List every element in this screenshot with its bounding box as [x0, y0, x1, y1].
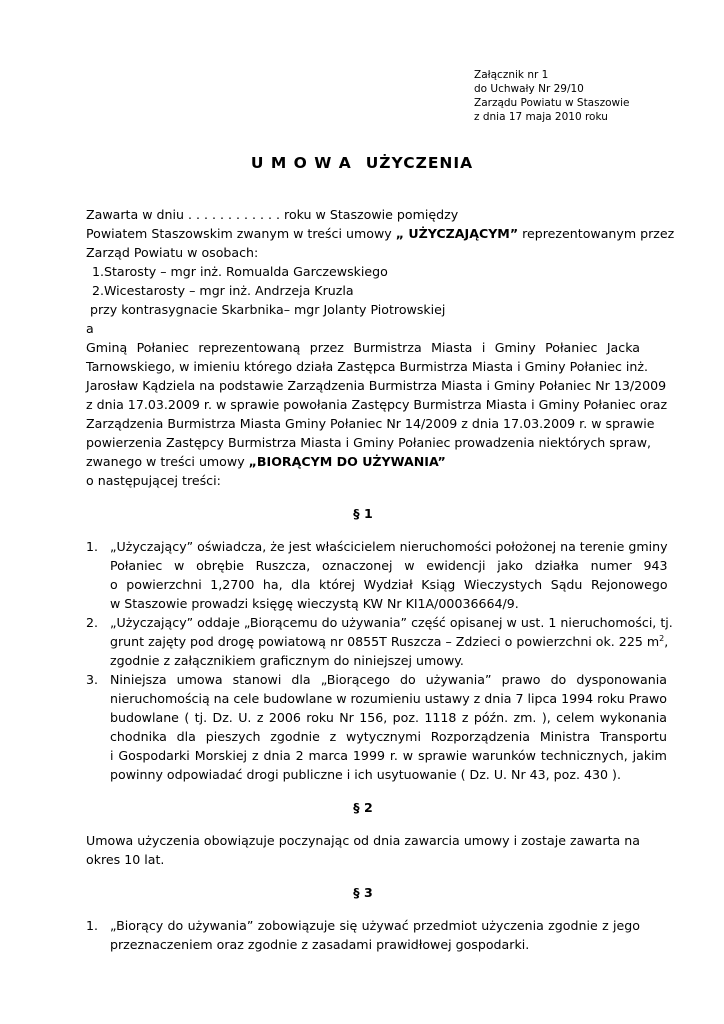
section-heading: § 2: [353, 800, 373, 815]
intro-line: Powiatem Staszowskim zwanym w treści umowy „ UŻYCZAJĄCYM” reprezentowanym przez: [86, 226, 675, 241]
document-body: [86, 205, 675, 954]
title-part-2: UŻYCZENIA: [365, 154, 474, 172]
paragraph-line: Umowa użyczenia obowiązuje poczynając od dnia zawarcia umowy i zostaje zawarta na: [86, 833, 640, 848]
borrower-line: Tarnowskiego, w imieniu którego działa Zastępca Burmistrza Miasta i Gminy Połaniec inż.: [86, 359, 649, 374]
annex-line: z dnia 17 maja 2010 roku: [474, 111, 608, 123]
clause-item: 1. „Biorący do używania” zobowiązuje się używać przedmiot użyczenia zgodnie z jego przeznaczeniem oraz zgodnie z zasadami prawidłowej gospodarki.: [86, 918, 640, 952]
representative-item: 2.Wicestarosty – mgr inż. Andrzeja Kruzla: [92, 283, 354, 298]
representative-item: 1.Starosty – mgr inż. Romualda Garczewskiego: [92, 264, 388, 279]
annex-note: [474, 68, 630, 124]
paragraph-line: okres 10 lat.: [86, 852, 165, 867]
title-part-1: U M O W A: [250, 154, 352, 172]
borrower-name: „BIORĄCYM DO UŻYWANIA”: [248, 454, 446, 469]
intro-line: o następującej treści:: [86, 473, 221, 488]
intro-line: Zawarta w dniu . . . . . . . . . . . . roku w Staszowie pomiędzy: [86, 207, 459, 222]
lender-name: „ UŻYCZAJĄCYM”: [395, 226, 519, 241]
borrower-line: zwanego w treści umowy „BIORĄCYM DO UŻYWANIA”: [86, 454, 446, 469]
annex-line: do Uchwały Nr 29/10: [474, 83, 584, 95]
borrower-line: Jarosław Kądziela na podstawie Zarządzenia Burmistrza Miasta i Gminy Połaniec Nr 13/2009: [86, 378, 667, 393]
clause-item: 3. Niniejsza umowa stanowi dla „Biorącego do używania” prawo do dysponowania nieruchomością na cele budowlane w rozumieniu ustawy z dnia 7 lipca 1994 roku Prawo budowlane ( tj. Dz. U. z 2006 roku Nr 156, poz. 1118 z późn. zm. ), celem wykonania chodnika dla pieszych zgodnie z wytycznymi Rozporządzenia Ministra Transportu i Gospodarki Morskiej z dnia 2 marca 1999 r. w sprawie warunków technicznych, jakim powinny odpowiadać drogi publiczne i ich usytuowanie ( Dz. U. Nr 43, poz. 430 ).: [86, 672, 667, 782]
borrower-line: Zarządzenia Burmistrza Miasta Gminy Połaniec Nr 14/2009 z dnia 17.03.2009 r. w sprawie: [86, 416, 655, 431]
clause-item: 1. „Użyczający” oświadcza, że jest właścicielem nieruchomości położonej na terenie gminy Połaniec w obrębie Ruszcza, oznaczonej w ewidencji jako działka numer 943 o powierzchni 1,2700 ha, dla której Wydział Ksiąg Wieczystych Sądu Rejonowego w Staszowie prowadzi księgę wieczystą KW Nr KI1A/00036664/9.: [86, 539, 668, 611]
section-heading: § 1: [353, 506, 373, 521]
intro-line: Zarząd Powiatu w osobach:: [86, 245, 259, 260]
annex-line: Załącznik nr 1: [474, 69, 549, 81]
borrower-line: z dnia 17.03.2009 r. w sprawie powołania Zastępcy Burmistrza Miasta i Gminy Połaniec oraz: [86, 397, 668, 412]
annex-line: Zarządu Powiatu w Staszowie: [474, 97, 630, 109]
clause-item: 2. „Użyczający” oddaje „Biorącemu do używania” część opisanej w ust. 1 nieruchomości, tj. grunt zajęty pod drogę powiatową nr 0855T Ruszcza – Zdzieci o powierzchni ok. 225 $m^2$, zgodnie z załącznikiem graficznym do niniejszej umowy.: [86, 615, 673, 668]
section-heading: § 3: [353, 885, 373, 900]
countersignature-line: przy kontrasygnacie Skarbnika– mgr Jolanty Piotrowskiej: [90, 302, 446, 317]
borrower-line: powierzenia Zastępcy Burmistrza Miasta i Gminy Połaniec prowadzenia niektórych spraw,: [86, 435, 652, 450]
document-title: [0, 154, 724, 172]
borrower-line: Gminą Połaniec reprezentowaną przez Burmistrza Miasta i Gminy Połaniec Jacka: [86, 340, 640, 355]
conjunction: a: [86, 321, 94, 336]
